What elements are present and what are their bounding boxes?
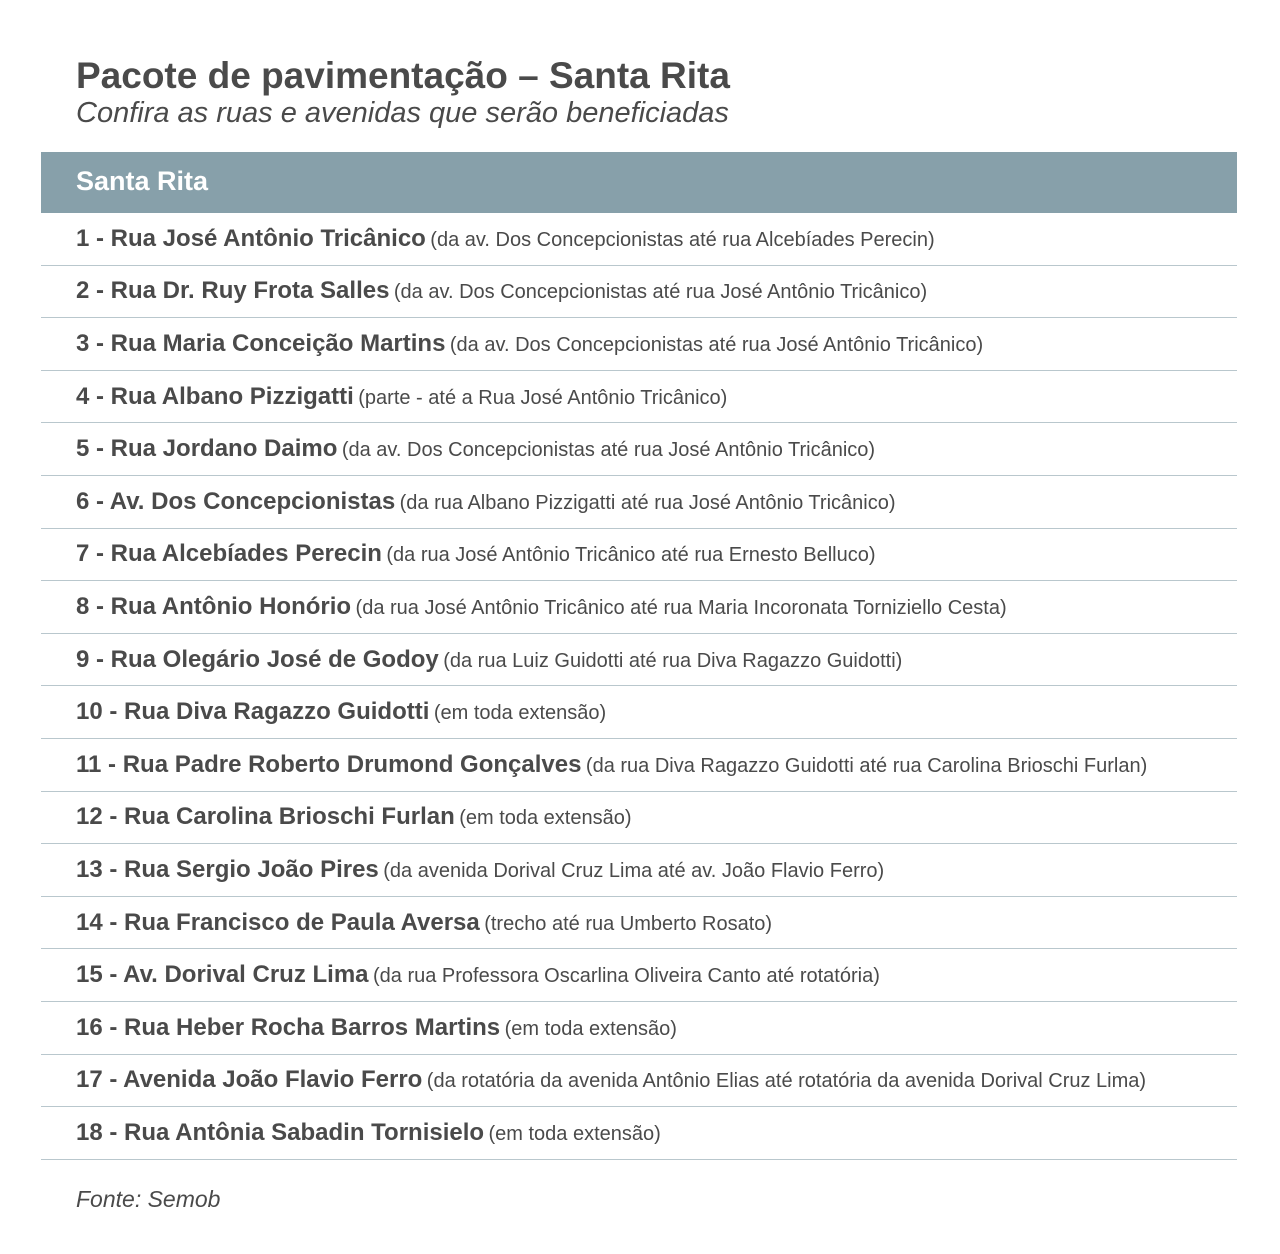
street-name: 15 - Av. Dorival Cruz Lima [76, 961, 369, 989]
street-detail: (parte - até a Rua José Antônio Tricânico) [358, 386, 728, 409]
street-name: 6 - Av. Dos Concepcionistas [76, 487, 396, 515]
street-name: 2 - Rua Dr. Ruy Frota Salles [76, 277, 390, 305]
list-item [41, 581, 1237, 634]
street-detail: (da rua José Antônio Tricânico até rua Ernesto Belluco) [386, 544, 876, 567]
list-item [41, 634, 1237, 687]
list-item [41, 423, 1237, 476]
list-item [41, 949, 1237, 1002]
list-item [41, 318, 1237, 371]
street-detail: (da rua Luiz Guidotti até rua Diva Ragazzo Guidotti) [443, 649, 903, 672]
list-item [41, 529, 1237, 582]
street-detail: (da rotatória da avenida Antônio Elias até rotatória da avenida Dorival Cruz Lima) [426, 1070, 1147, 1093]
list-item [41, 371, 1237, 424]
street-detail: (da av. Dos Concepcionistas até rua José Antônio Tricânico) [393, 281, 928, 304]
street-detail: (trecho até rua Umberto Rosato) [484, 912, 773, 935]
list-item [41, 1107, 1237, 1160]
street-detail: (em toda extensão) [433, 702, 607, 725]
street-detail: (em toda extensão) [459, 807, 632, 830]
section-header [41, 152, 1237, 213]
street-detail: (da av. Dos Concepcionistas até rua Alcebíades Perecin) [430, 228, 935, 251]
street-detail: (da rua Albano Pizzigatti até rua José Antônio Tricânico) [399, 491, 896, 514]
list-item [41, 792, 1237, 845]
street-name: 16 - Rua Heber Rocha Barros Martins [76, 1013, 501, 1041]
list-item [41, 844, 1237, 897]
street-name: 9 - Rua Olegário José de Godoy [76, 645, 439, 673]
list-item [41, 476, 1237, 529]
street-name: 18 - Rua Antônia Sabadin Tornisielo [76, 1118, 485, 1146]
street-name: 1 - Rua José Antônio Tricânico [76, 224, 426, 252]
street-detail: (da rua Diva Ragazzo Guidotti até rua Carolina Brioschi Furlan) [585, 754, 1148, 777]
street-name: 10 - Rua Diva Ragazzo Guidotti [76, 698, 430, 726]
page-subtitle: Confira as ruas e avenidas que serão beneficiadas [76, 97, 729, 129]
street-list [41, 213, 1237, 1160]
list-item [41, 266, 1237, 319]
street-name: 14 - Rua Francisco de Paula Aversa [76, 908, 480, 936]
street-name: 7 - Rua Alcebíades Perecin [76, 540, 382, 568]
street-name: 17 - Avenida João Flavio Ferro [76, 1066, 423, 1094]
street-detail: (da rua José Antônio Tricânico até rua Maria Incoronata Torniziello Cesta) [355, 596, 1007, 619]
street-name: 11 - Rua Padre Roberto Drumond Gonçalves [76, 750, 582, 778]
street-name: 3 - Rua Maria Conceição Martins [76, 329, 446, 357]
list-item [41, 897, 1237, 950]
street-detail: (da rua Professora Oscarlina Oliveira Canto até rotatória) [372, 965, 880, 988]
list-item [41, 739, 1237, 792]
street-detail: (em toda extensão) [504, 1017, 677, 1040]
list-item [41, 686, 1237, 739]
street-detail: (em toda extensão) [488, 1122, 661, 1145]
street-name: 8 - Rua Antônio Honório [76, 592, 352, 620]
page-title: Pacote de pavimentação – Santa Rita [76, 55, 730, 96]
source-note: Fonte: Semob [76, 1186, 221, 1212]
street-name: 4 - Rua Albano Pizzigatti [76, 382, 354, 410]
street-detail: (da avenida Dorival Cruz Lima até av. João Flavio Ferro) [383, 859, 885, 882]
list-item [41, 213, 1237, 266]
section-title: Santa Rita [76, 166, 209, 196]
list-item [41, 1055, 1237, 1108]
street-name: 12 - Rua Carolina Brioschi Furlan [76, 803, 455, 831]
street-name: 5 - Rua Jordano Daimo [76, 435, 338, 463]
street-detail: (da av. Dos Concepcionistas até rua José Antônio Tricânico) [341, 439, 876, 462]
list-item [41, 1002, 1237, 1055]
street-name: 13 - Rua Sergio João Pires [76, 855, 379, 883]
street-detail: (da av. Dos Concepcionistas até rua José Antônio Tricânico) [449, 333, 984, 356]
